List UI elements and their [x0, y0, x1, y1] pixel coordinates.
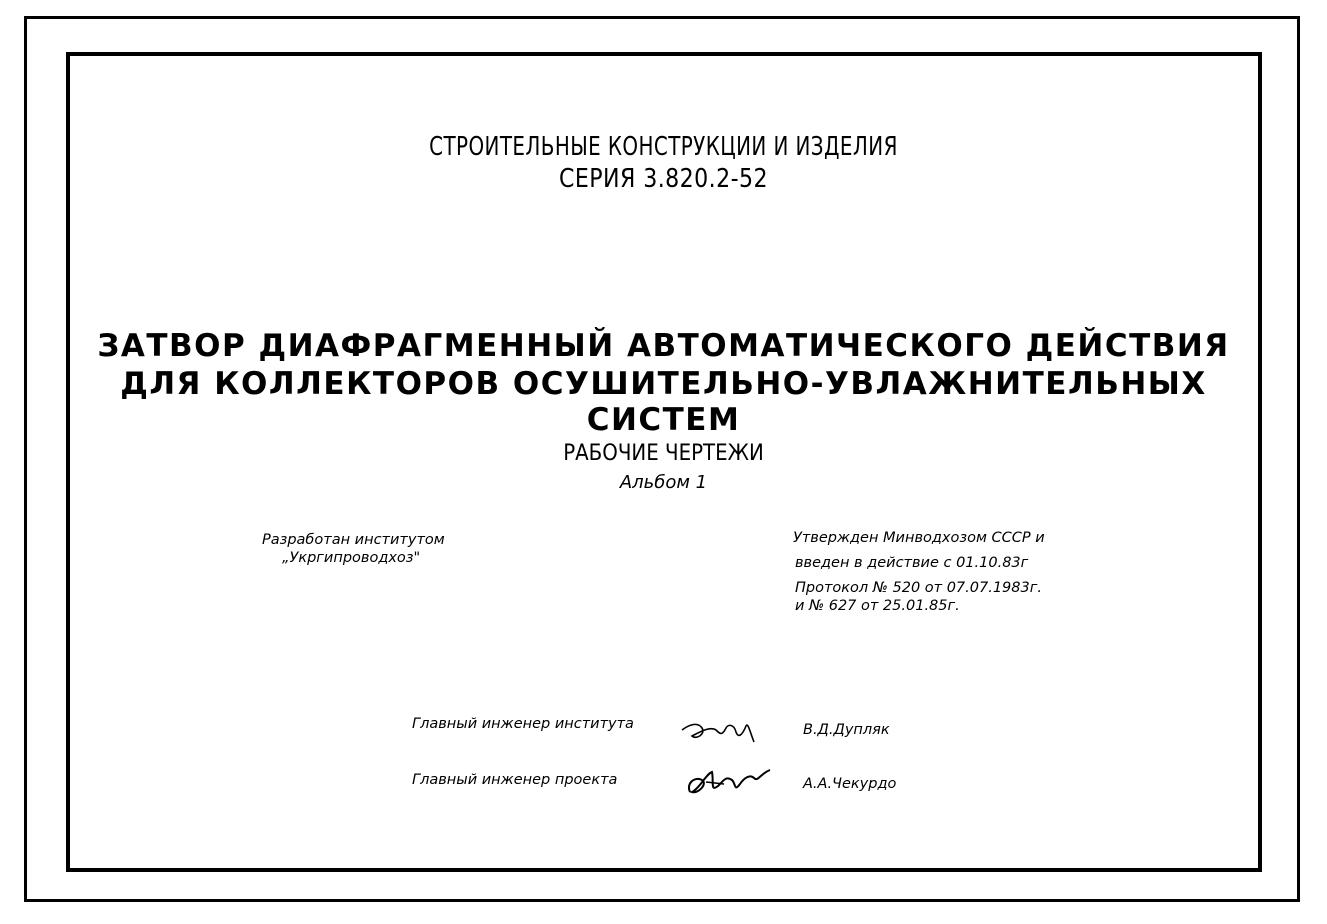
album-label: Альбом 1: [619, 472, 708, 493]
signature-name-1: В.Д.Дупляк: [803, 722, 890, 738]
developer-line-1: Разработан институтом: [262, 532, 445, 548]
signature-name-2: А.А.Чекурдо: [803, 776, 897, 792]
approval-line-4: и № 627 от 25.01.85г.: [795, 598, 960, 614]
title-line-3: СИСТЕМ: [586, 402, 741, 438]
series-number: СЕРИЯ 3.820.2-52: [559, 164, 768, 194]
signature-role-1: Главный инженер института: [412, 716, 634, 732]
approval-line-3: Протокол № 520 от 07.07.1983г.: [795, 580, 1042, 596]
developer-line-2: „Укргипроводхоз": [282, 550, 421, 566]
signature-role-2: Главный инженер проекта: [412, 772, 618, 788]
signature-1-mark: [680, 714, 760, 748]
document-subtitle: РАБОЧИЕ ЧЕРТЕЖИ: [563, 441, 764, 466]
title-line-1: ЗАТВОР ДИАФРАГМЕННЫЙ АВТОМАТИЧЕСКОГО ДЕЙСТВИЯ: [97, 328, 1230, 364]
approval-line-2: введен в действие с 01.10.83г: [795, 555, 1029, 571]
series-title: СТРОИТЕЛЬНЫЕ КОНСТРУКЦИИ И ИЗДЕЛИЯ: [429, 132, 898, 162]
title-line-2: ДЛЯ КОЛЛЕКТОРОВ ОСУШИТЕЛЬНО-УВЛАЖНИТЕЛЬНЫХ: [120, 366, 1207, 402]
approval-line-1: Утвержден Минводхозом СССР и: [793, 530, 1045, 546]
signature-2-mark: [684, 762, 774, 802]
